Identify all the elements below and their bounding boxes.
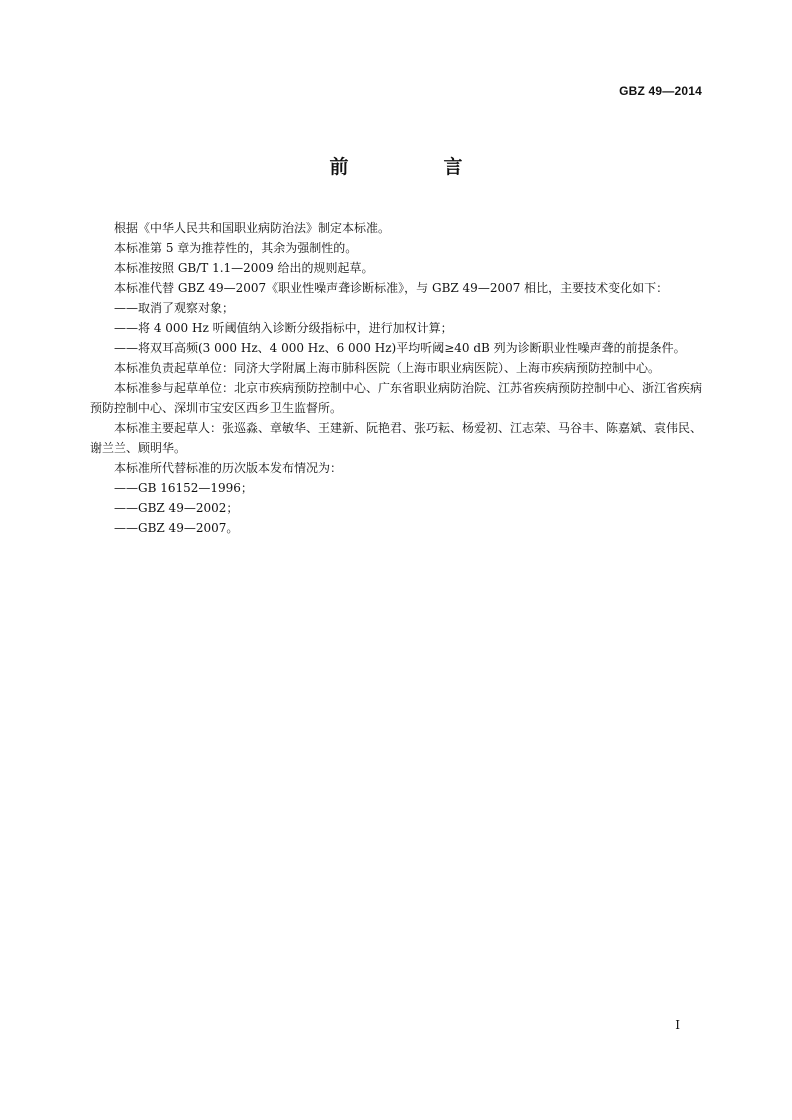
foreword-body xyxy=(90,218,702,538)
paragraph-drafting-rules: 本标准按照 GB/T 1.1—2009 给出的规则起草。 xyxy=(114,261,374,275)
change-item: ——将 4 000 Hz 听阈值纳入诊断分级指标中，进行加权计算； xyxy=(114,321,453,335)
change-item: ——取消了观察对象； xyxy=(114,301,235,315)
change-item: ——将双耳高频(3 000 Hz、4 000 Hz、6 000 Hz)平均听阈≥40 dB 列为诊断职业性噪声聋的前提条件。 xyxy=(114,341,686,355)
paragraph-replacement: 本标准代替 GBZ 49—2007《职业性噪声聋诊断标准》，与 GBZ 49—2007 相比，主要技术变化如下： xyxy=(114,281,669,295)
history-item: ——GBZ 49—2002； xyxy=(114,501,239,515)
history-item: ——GBZ 49—2007。 xyxy=(114,521,239,535)
paragraph-history-intro: 本标准所代替标准的历次版本发布情况为： xyxy=(114,461,343,475)
paragraph-main-drafters: 本标准主要起草人：张巡淼、章敏华、王建新、阮艳君、张巧耘、杨爱初、江志荣、马谷丰、陈嘉斌、袁伟民、谢兰兰、顾明华。 xyxy=(90,421,703,455)
paragraph-basis: 根据《中华人民共和国职业病防治法》制定本标准。 xyxy=(114,221,391,235)
paragraph-participating-units: 本标准参与起草单位：北京市疾病预防控制中心、广东省职业病防治院、江苏省疾病预防控制中心、浙江省疾病预防控制中心、深圳市宝安区西乡卫生监督所。 xyxy=(90,381,703,415)
paragraph-mandatory-scope: 本标准第 5 章为推荐性的，其余为强制性的。 xyxy=(114,241,358,255)
paragraph-lead-units: 本标准负责起草单位：同济大学附属上海市肺科医院（上海市职业病医院）、上海市疾病预防控制中心。 xyxy=(114,361,661,375)
page-number: I xyxy=(675,1018,680,1032)
standard-code: GBZ 49—2014 xyxy=(619,84,702,98)
history-item: ——GB 16152—1996； xyxy=(114,481,253,495)
page-title: 前 言 xyxy=(329,156,501,178)
